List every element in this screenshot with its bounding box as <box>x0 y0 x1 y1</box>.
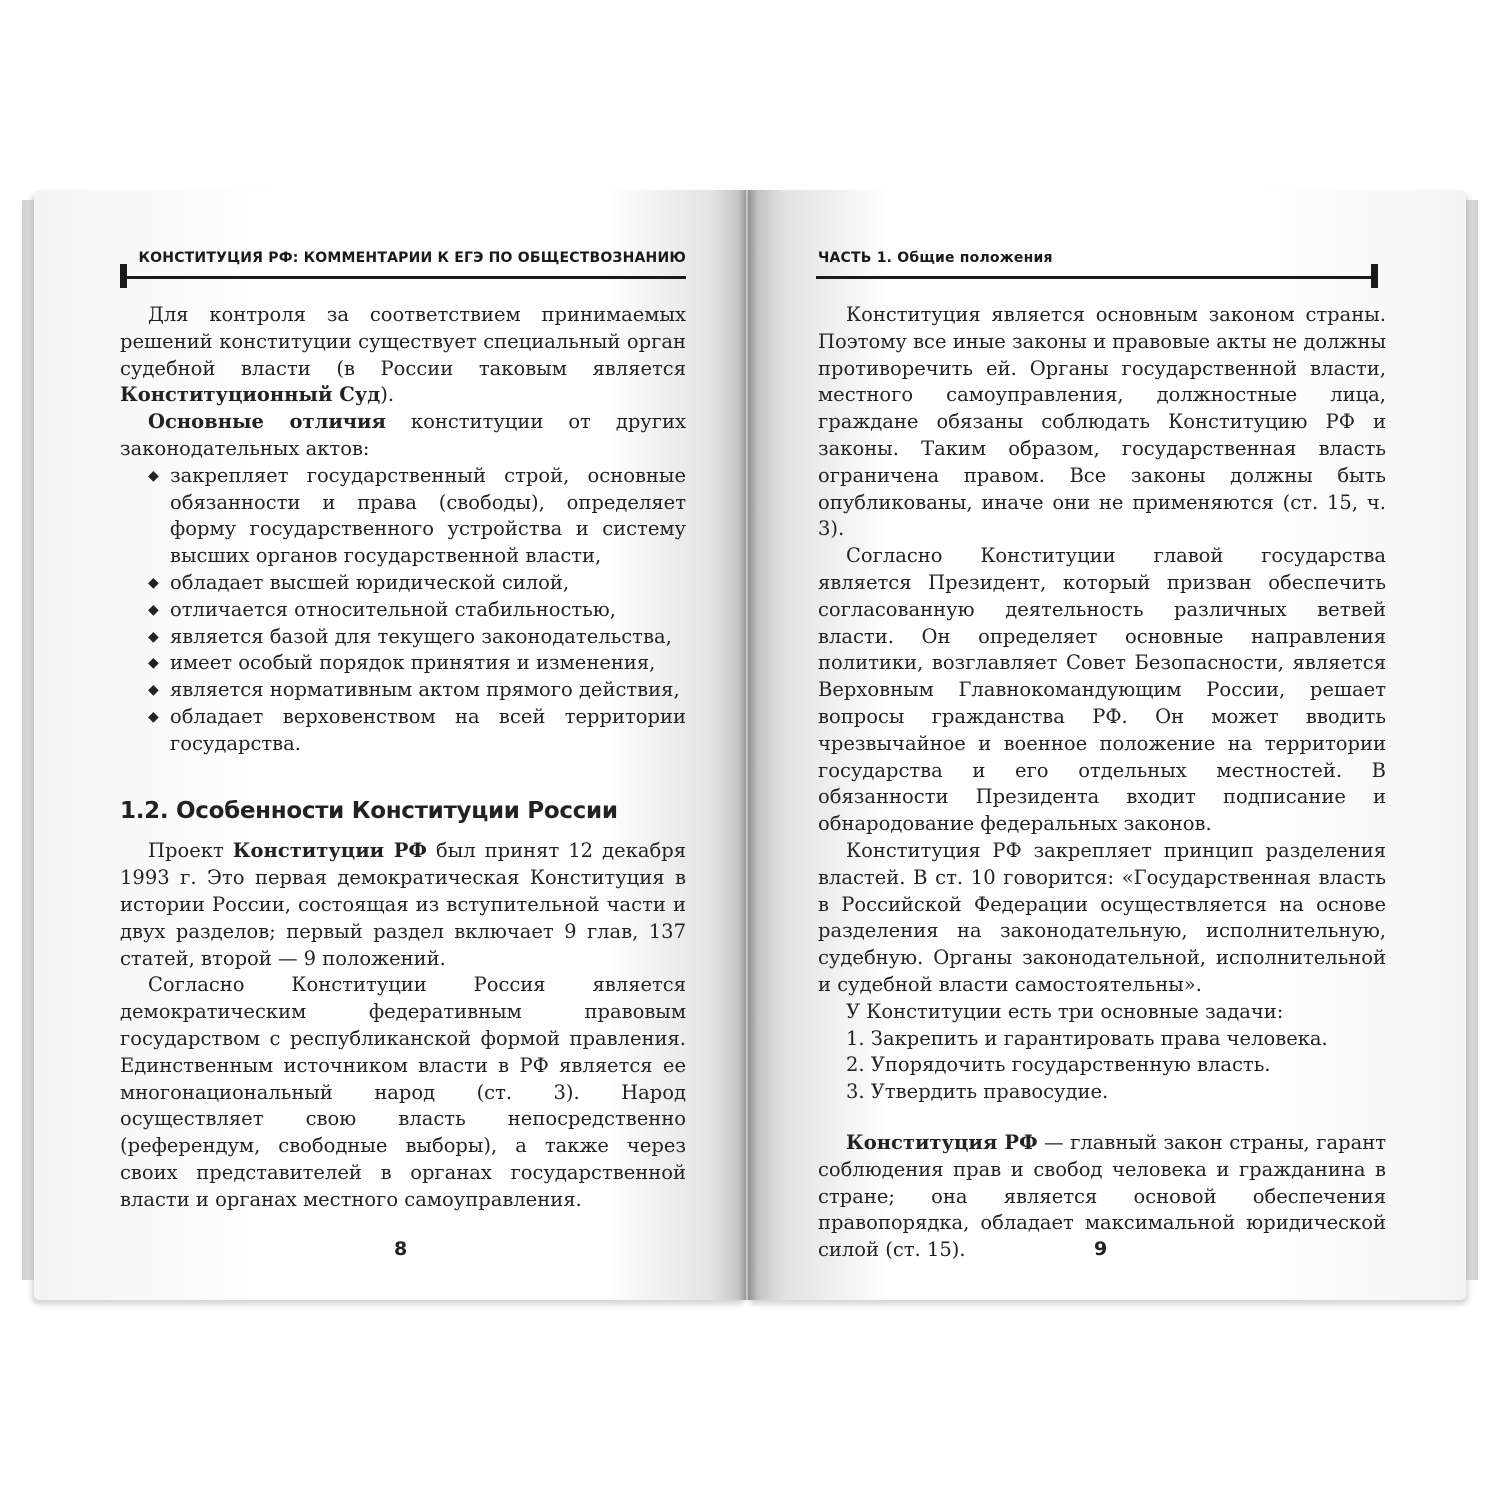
book-gutter-shadow <box>738 190 758 1300</box>
left-paragraph-3: Проект Конституции РФ был принят 12 декабря 1993 г. Это первая демократическая Конституция в истории России, состоящая из вступительной части и двух разделов; первый раздел включает 9 глав, 137 статей, второй — 9 положений. <box>120 839 687 970</box>
left-page-body <box>120 302 686 1214</box>
diamond-bullet-icon: ◆ <box>148 601 159 618</box>
left-paragraph-1: Для контроля за соответствием принимаемых решений конституции существует специальный орган судебной власти (в России таковым является Конституционный Суд). <box>120 303 686 407</box>
right-paragraph-3: Конституция РФ закрепляет принцип разделения властей. В ст. 10 говорится: «Государственная власть в Российской Федерации осуществляется на основе разделения на законодательную, исполнительную, судебную. Органы законодательной, исполнительной и судебной власти самостоятельны». <box>818 838 1386 996</box>
left-running-head: КОНСТИТУЦИЯ РФ: КОММЕНТАРИИ К ЕГЭ ПО ОБЩЕСТВОЗНАНИЮ <box>138 250 686 266</box>
diamond-bullet-icon: ◆ <box>148 655 159 672</box>
right-paragraph-2: Согласно Конституции главой государства является Президент, который призван обеспечить согласованную деятельность различных ветвей власти. Он определяет основные направления политики, возглавляет Совет Безопасности, является Верховным Главнокомандующим России, решает вопросы гражданства РФ. Он может вводить чрезвычайное и военное положение на территории государства и его отдельных местностей. В обязанности Президента входит подписание и обнародование федеральных законов. <box>818 544 1386 836</box>
bold-term: Основные отличия <box>148 410 386 434</box>
right-paragraph-4: У Конституции есть три основные задачи: <box>846 999 1284 1023</box>
list-item: 2. Упорядочить государственную власть. <box>846 1053 1271 1077</box>
bold-term: Конституции РФ <box>232 839 427 863</box>
right-paragraph-1: Конституция является основным законом страны. Поэтому все иные законы и правовые акты не должны противоречить ей. Органы государственной власти, местного самоуправления, должностные лица, граждане обязаны соблюдать Конституцию РФ и законы. Таким образом, государственная власть ограничена правом. Все законы должны быть опубликованы, иначе они не применяются (ст. 15, ч. 3). <box>818 303 1386 541</box>
diamond-bullet-icon: ◆ <box>148 682 159 699</box>
diamond-bullet-icon: ◆ <box>148 628 159 645</box>
left-paragraph-4: Согласно Конституции Россия является демократическим федеративным правовым государством с республиканской формой правления. Единственным источником власти в РФ является ее многонациональный народ (ст. 3). Народ осуществляет свою власть непосредственно (референдум, свободные выборы), а также через своих представителей в органах государственной власти и органах местного самоуправления. <box>120 973 686 1211</box>
right-page <box>748 190 1466 1300</box>
list-item: 1. Закрепить и гарантировать права человека. <box>846 1026 1328 1050</box>
section-heading: 1.2. Особенности Конституции России <box>120 797 618 824</box>
diamond-bullet-icon: ◆ <box>148 708 159 725</box>
list-item: ◆ имеет особый порядок принятия и изменения, <box>148 650 686 677</box>
right-page-body <box>818 302 1386 1264</box>
list-item: ◆ обладает высшей юридической силой, <box>148 570 686 597</box>
list-item: ◆ закрепляет государственный строй, основные обязанности и права (свободы), определяет форму государственного устройства и систему высших органов государственной власти, <box>148 463 686 568</box>
differences-bullet-list <box>120 463 686 758</box>
right-page-stack-edge <box>1464 200 1478 1280</box>
left-paragraph-2: Основные отличия конституции от других законодательных актов: <box>120 410 686 460</box>
bold-term: Конституционный Суд <box>120 383 381 407</box>
tasks-list <box>818 1026 1386 1106</box>
left-page <box>34 190 746 1300</box>
right-page-number: 9 <box>1094 1238 1108 1260</box>
right-header-rule <box>816 276 1378 279</box>
left-page-number: 8 <box>394 1238 408 1260</box>
right-paragraph-5: Конституция РФ — главный закон страны, гарант соблюдения прав и свобод человека и гражданина в стране; она является основой обеспечения правопорядка, обладает максимальной юридической силой (ст. 15). <box>818 1130 1387 1262</box>
list-item: ◆ является нормативным актом прямого действия, <box>148 677 686 704</box>
list-item: 3. Утвердить правосудие. <box>846 1080 1109 1104</box>
diamond-bullet-icon: ◆ <box>148 467 159 484</box>
bold-term: Конституция РФ <box>846 1130 1038 1154</box>
diamond-bullet-icon: ◆ <box>148 574 159 591</box>
spacer <box>818 1106 1386 1130</box>
list-item: ◆ является базой для текущего законодательства, <box>148 624 686 651</box>
list-item: ◆ отличается относительной стабильностью, <box>148 597 686 624</box>
left-header-rule <box>120 276 686 279</box>
right-running-head: ЧАСТЬ 1. Общие положения <box>818 250 1053 266</box>
list-item: ◆ обладает верховенством на всей территории государства. <box>148 704 686 755</box>
